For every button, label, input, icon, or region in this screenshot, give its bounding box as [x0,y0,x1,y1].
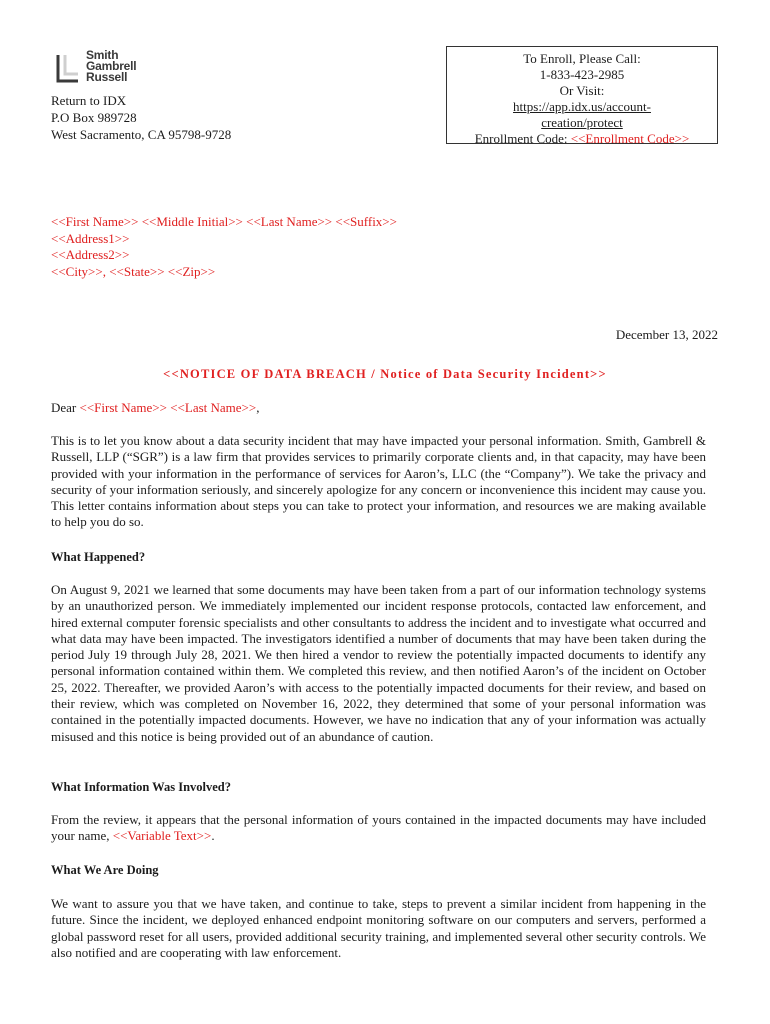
recipient-address1: <<Address1>> [51,230,130,246]
enroll-code-label: Enrollment Code: [474,131,571,146]
enroll-phone[interactable]: 1-833-423-2985 [539,67,625,82]
recipient-address [51,214,397,280]
info-text: From the review, it appears that the personal information of yours contained in the impacted documents may have included your name, [51,812,706,844]
info-variable: <<Variable Text>> [112,828,212,844]
enroll-code-line [447,131,717,147]
enroll-call-label: To Enroll, Please Call: [523,51,641,66]
salutation [51,400,706,416]
logo-bracket-icon [56,53,80,83]
return-address [51,92,231,143]
recipient-address2: <<Address2>> [51,247,130,262]
recipient-name: <<First Name>> <<Middle Initial>> <<Last Name>> <<Suffix>> [51,214,397,229]
info-involved-paragraph [51,812,706,845]
recipient-city-state-zip: <<City>>, <<State>> <<Zip>> [51,263,216,279]
intro-paragraph: This is to let you know about a data security incident that may have impacted your personal information. Smith, Gambrell & Russell, LLP (“SGR”) is a law firm that provides services to primarily corporate clients and, in that capacity, may have been provided with your information in the performance of services for Aaron’s, LLC (the “Company”). We take the privacy and security of your information seriously, and sincerely apologize for any concern or inconvenience this incident may cause you. This letter contains information about steps you can take to protect your information, and resources we are making available to help you do so. [51,433,706,530]
logo-line-3: Russell [86,70,128,84]
sgr-logo [56,50,176,86]
return-line-1: Return to IDX [51,93,127,108]
what-happened-title: What Happened? [51,550,146,564]
what-we-are-doing-paragraph: We want to assure you that we have taken, and continue to take, steps to prevent a similar incident from happening in the future. Since the incident, we deployed enhanced endpoint monitoring software on our computers and servers, performed a global password reset for all users, provided additional security training, and implemented several other security controls. We also notified and are cooperating with law enforcement. [51,896,706,960]
salutation-name: <<First Name>> <<Last Name>> [79,400,257,415]
enrollment-box [446,46,718,144]
what-happened-paragraph: On August 9, 2021 we learned that some documents may have been taken from a part of our information technology systems by an unauthorized person. We immediately implemented our incident response protocols, contacted law enforcement, and hired external computer forensic specialists and other consultants to address the incident and to investigate what occurred and what data may have been impacted. The investigators identified a number of documents that may have been taken during the period July 19 through July 28, 2021. We then hired a vendor to review the potentially impacted documents to identify any personal information contained within them. We completed this review, and then notified Aaron’s of the incident on October 25, 2022. Thereafter, we provided Aaron’s with access to the potentially impacted documents for their review, and based on their review, which was completed on November 16, 2022, they determined that some of your personal information was contained in the potentially impacted documents. However, we have no indication that any of your information was actually misused and this notice is being provided out of an abundance of caution. [51,582,706,744]
enroll-url-line-2[interactable]: creation/protect [541,115,623,130]
notice-heading: <<NOTICE OF DATA BREACH / Notice of Data Security Incident>> [163,367,607,381]
enroll-code-value: <<Enrollment Code>> [570,131,690,146]
salutation-prefix: Dear [51,400,80,415]
logo-line-2: Gambrell [86,59,137,73]
return-line-3: West Sacramento, CA 95798-9728 [51,127,232,142]
letter-date: December 13, 2022 [615,327,718,342]
info-end: . [211,828,215,844]
info-involved-title: What Information Was Involved? [51,780,232,794]
return-line-2: P.O Box 989728 [51,110,137,125]
enroll-url-line-1[interactable]: https://app.idx.us/account- [513,99,651,114]
what-we-are-doing-title: What We Are Doing [51,863,159,877]
salutation-suffix: , [256,400,260,415]
logo-line-1: Smith [86,48,119,62]
enroll-visit-label: Or Visit: [559,83,605,98]
